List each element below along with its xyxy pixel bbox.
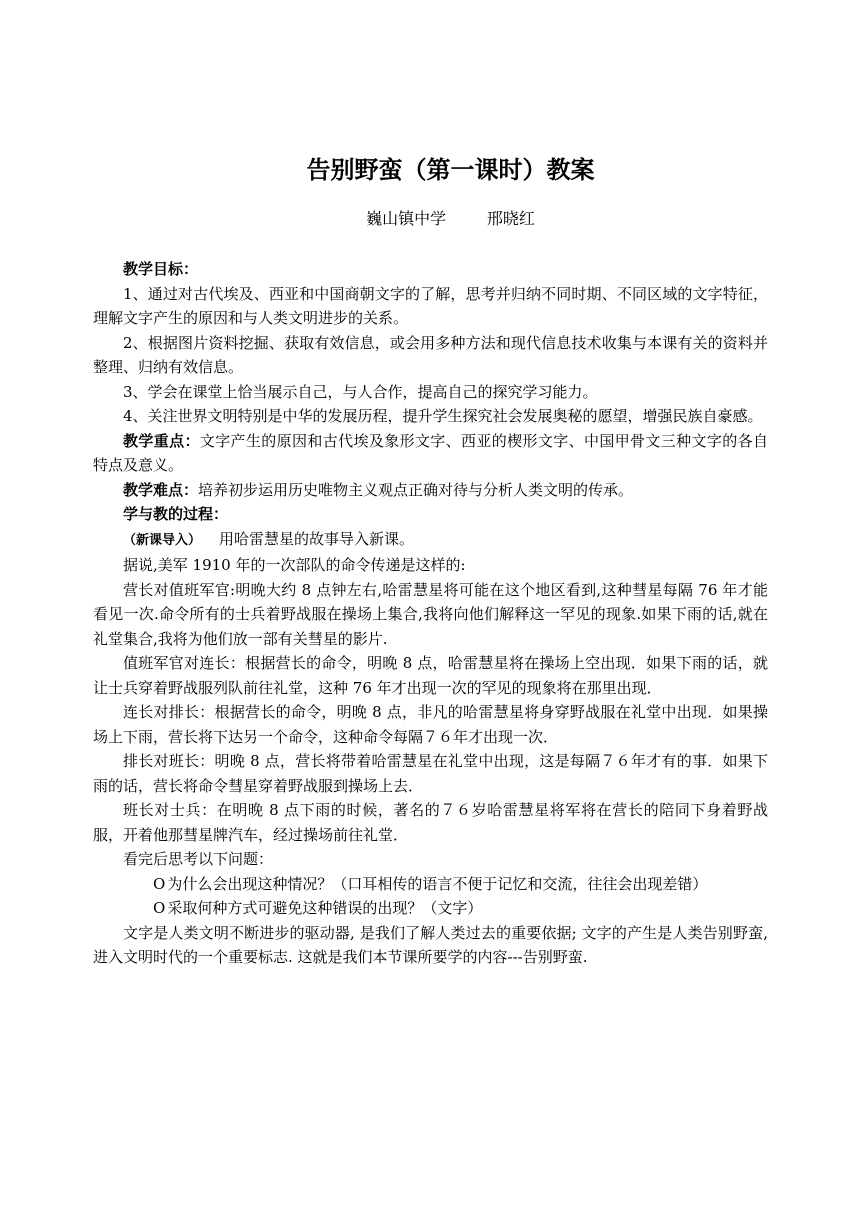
goals-heading: 教学目标： bbox=[123, 260, 199, 278]
question-text: 为什么会出现这种情况？（口耳相传的语言不便于记忆和交流，往往会出现差错） bbox=[167, 874, 708, 893]
goal-item: 4、关注世界文明特别是中华的发展历程，提升学生探究社会发展奥秘的愿望，增强民族自豪感。 bbox=[123, 407, 763, 425]
difficulty-text: 培养初步运用历史唯物主义观点正确对待与分析人类文明的传承。 bbox=[198, 480, 634, 499]
document-title: 告别野蛮（第一课时）教案 bbox=[306, 156, 595, 184]
key-point-paragraph bbox=[93, 429, 768, 478]
author-byline: 巍山镇中学 邢晓红 bbox=[366, 209, 535, 228]
intro-label: （新课导入） bbox=[123, 532, 202, 548]
question-marker: O bbox=[153, 874, 166, 893]
question-text: 采取何种方式可避免这种错误的出现？（文字） bbox=[167, 899, 483, 917]
story-paragraph: 排长对班长：明晚 8 点，营长将带着哈雷慧星在礼堂中出现，这是每隔７６年才有的事．如果下雨的话，营长将命令彗星穿着野战服到操场上去． bbox=[93, 752, 768, 795]
story-paragraph: 班长对士兵：在明晚 8 点下雨的时候，著名的７６岁哈雷慧星将军将在营长的陪同下身着野战服，开着他那彗星牌汽车，经过操场前往礼堂． bbox=[93, 801, 768, 844]
story-paragraph: 值班军官对连长：根据营长的命令，明晚 8 点，哈雷慧星将在操场上空出现．如果下雨的话，就让士兵穿着野战服列队前往礼堂，这种 76 年才出现一次的罕见的现象将在那里出现． bbox=[93, 654, 768, 697]
question-item bbox=[93, 896, 768, 921]
think-lead: 看完后思考以下问题： bbox=[123, 850, 274, 868]
question-item bbox=[93, 872, 768, 897]
goal-item: 3、学会在课堂上恰当展示自己，与人合作，提高自己的探究学习能力。 bbox=[123, 382, 598, 401]
process-heading: 学与教的过程： bbox=[123, 505, 229, 523]
key-point-text: 文字产生的原因和古代埃及象形文字、西亚的楔形文字、中国甲骨文三种文字的各自特点及意义。 bbox=[93, 431, 768, 474]
goal-item: 2、根据图片资料挖掘、获取有效信息，或会用多种方法和现代信息技术收集与本课有关的资料并整理、归纳有效信息。 bbox=[93, 333, 768, 376]
story-paragraph: 营长对值班军官:明晚大约 8 点钟左右,哈雷慧星将可能在这个地区看到,这种彗星每隔 76 年才能看见一次.命令所有的士兵着野战服在操场上集合,我将向他们解释这一罕见的现象.如果下雨的话,就在礼堂集合,我将为他们放一部有关彗星的影片. bbox=[93, 580, 768, 648]
intro-paragraph bbox=[93, 527, 768, 554]
story-paragraph: 连长对排长：根据营长的命令，明晚 8 点，非凡的哈雷慧星将身穿野战服在礼堂中出现．如果操场上下雨，营长将下达另一个命令，这种命令每隔７６年才出现一次． bbox=[93, 703, 768, 746]
story-paragraph: 据说,美军 1910 年的一次部队的命令传递是这样的: bbox=[123, 556, 466, 574]
difficulty-label: 教学难点： bbox=[123, 480, 199, 499]
key-point-label: 教学重点： bbox=[123, 431, 200, 450]
intro-text: 用哈雷慧星的故事导入新课。 bbox=[219, 529, 415, 548]
difficulty-paragraph bbox=[93, 478, 768, 503]
question-marker: O bbox=[153, 899, 166, 917]
goal-item: 1、通过对古代埃及、西亚和中国商朝文字的了解，思考并归纳不同时期、不同区域的文字特征，理解文字产生的原因和与人类文明进步的关系。 bbox=[93, 284, 768, 327]
document-page bbox=[93, 150, 768, 970]
closing-paragraph: 文字是人类文明不断进步的驱动器, 是我们了解人类过去的重要依据; 文字的产生是人类告别野蛮, 进入文明时代的一个重要标志. 这就是我们本节课所要学的内容---告别野蛮. bbox=[93, 923, 768, 966]
